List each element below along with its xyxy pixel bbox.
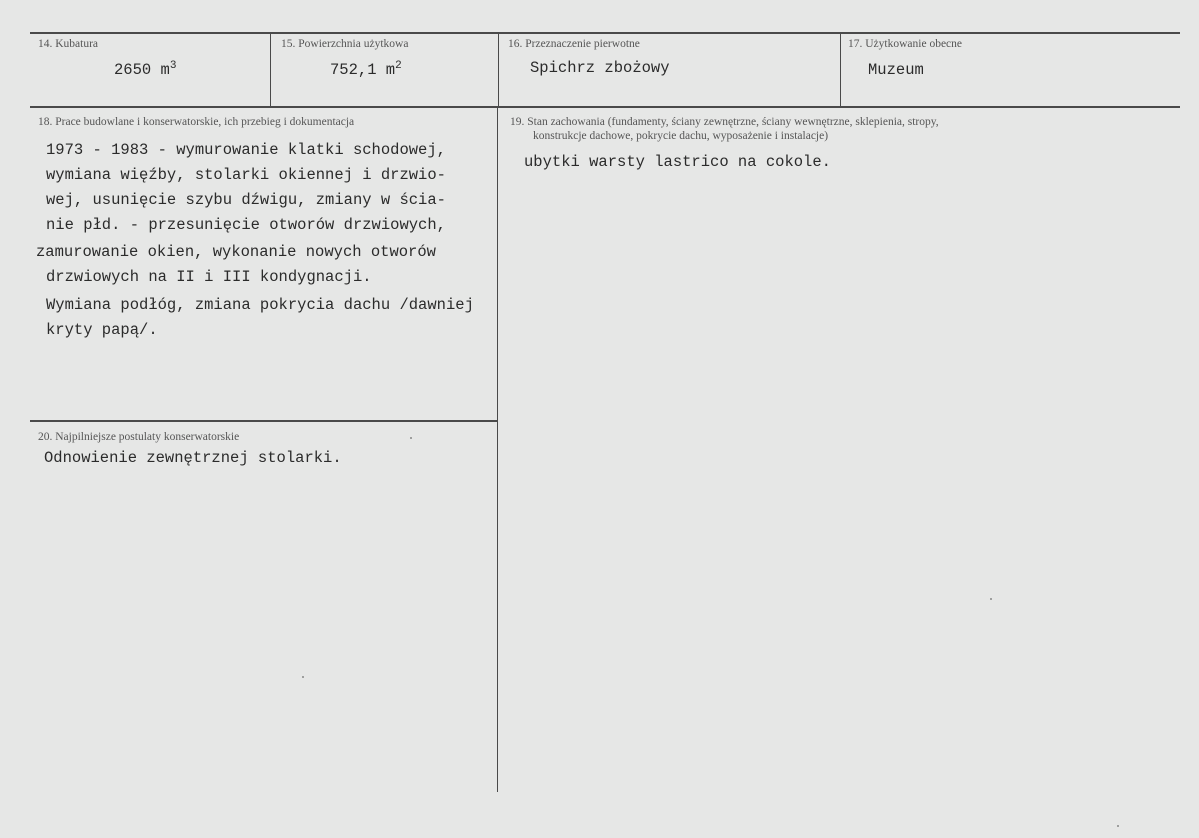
- field-18-line: kryty papą/.: [46, 321, 158, 339]
- field-18-line: drzwiowych na II i III kondygnacji.: [46, 268, 372, 286]
- field-18-line: wej, usunięcie szybu dźwigu, zmiany w ścia-: [46, 191, 446, 209]
- divider-main: [497, 107, 498, 792]
- field-19-value: ubytki warsty lastrico na cokole.: [524, 153, 831, 171]
- divider-16-17: [840, 33, 841, 107]
- field-17-value: Muzeum: [868, 61, 924, 79]
- field-18-line: wymiana więźby, stolarki okiennej i drzwio-: [46, 166, 446, 184]
- field-18-line: nie płd. - przesunięcie otworów drzwiowych,: [46, 216, 446, 234]
- rule-section-20: [30, 420, 497, 422]
- rule-middle: [30, 106, 1180, 108]
- field-20-value: Odnowienie zewnętrznej stolarki.: [44, 449, 342, 467]
- paper-speck: [302, 676, 304, 678]
- rule-top: [30, 32, 1180, 34]
- field-14-label: 14. Kubatura: [38, 38, 99, 50]
- field-14-number: 2650 m: [114, 61, 170, 79]
- divider-14-15: [270, 33, 271, 107]
- field-18-line: 1973 - 1983 - wymurowanie klatki schodowej,: [46, 141, 446, 159]
- field-19-label-line1: 19. Stan zachowania (fundamenty, ściany zewnętrzne, ściany wewnętrzne, sklepienia, stropy,: [510, 116, 939, 128]
- field-20-label: 20. Najpilniejsze postulaty konserwatorskie: [38, 431, 240, 443]
- field-14-value: [114, 58, 176, 83]
- field-18-line: Wymiana podłóg, zmiana pokrycia dachu /dawniej: [46, 296, 474, 314]
- field-16-label: 16. Przeznaczenie pierwotne: [508, 38, 640, 50]
- field-15-number: 752,1 m: [330, 61, 396, 79]
- paper-speck: [1117, 825, 1119, 827]
- divider-15-16: [498, 33, 499, 107]
- field-15-unit-exponent: 2: [395, 60, 402, 72]
- field-16-value: Spichrz zbożowy: [530, 59, 670, 77]
- paper-speck: [410, 437, 412, 439]
- field-15-value: [330, 58, 402, 83]
- field-17-label: 17. Użytkowanie obecne: [848, 38, 963, 50]
- field-18-line: zamurowanie okien, wykonanie nowych otworów: [36, 243, 436, 261]
- field-19-label-line2: konstrukcje dachowe, pokrycie dachu, wyposażenie i instalacje): [533, 130, 829, 142]
- paper-speck: [990, 598, 992, 600]
- field-14-unit-exponent: 3: [169, 60, 177, 72]
- field-18-label: 18. Prace budowlane i konserwatorskie, ich przebieg i dokumentacja: [38, 116, 355, 128]
- field-15-label: 15. Powierzchnia użytkowa: [281, 38, 409, 50]
